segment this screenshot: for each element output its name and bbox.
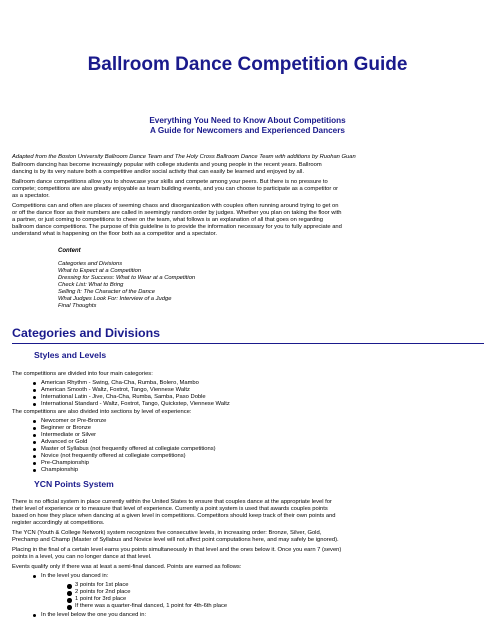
subtitle-line-2: A Guide for Newcomers and Experienced Dancers <box>150 126 345 135</box>
subheading-styles-levels: Styles and Levels <box>34 350 107 360</box>
intro-paragraph-2-line-1: Ballroom dance competitions allow you to showcase your skills and compete among your peers. But there is no pressure to <box>12 179 328 185</box>
category-item: American Smooth - Waltz, Foxtrot, Tango, Viennese Waltz <box>41 387 190 393</box>
level-item: Beginner or Bronze <box>41 425 91 431</box>
intro-paragraph-3-line-1: Competitions can and often are places of seeming chaos and disorganization with couples often running around trying to get on <box>12 203 339 209</box>
levels-intro: The competitions are also divided into sections by level of experience: <box>12 409 192 415</box>
ycn-paragraph-1-line-3: based on how they place when dancing at a given level in competitions. Competitors should keep track of their own points and <box>12 513 336 519</box>
points-subitem: 1 point for 3rd place <box>75 596 127 602</box>
ycn-paragraph-1-line-2: their level of experience or to measure that level of experience. Currently a point system is used that awards couples points <box>12 506 328 512</box>
subtitle-line-1: Everything You Need to Know About Competitions <box>149 116 346 125</box>
section-divider <box>12 343 484 344</box>
level-item: Master of Syllabus (not frequently offered at collegiate competitions) <box>41 446 216 452</box>
points-subitem: 2 points for 2nd place <box>75 589 131 595</box>
categories-intro: The competitions are divided into four main categories: <box>12 371 153 377</box>
credit-line: Adapted from the Boston University Ballroom Dance Team and The Holy Cross Ballroom Dance Team with additions by Ruohan Guan <box>12 154 356 160</box>
points-rule-item: In the level below the one you danced in: <box>41 612 147 618</box>
points-subitem: If there was a quarter-final danced, 1 point for 4th-6th place <box>75 603 228 609</box>
level-item: Intermediate or Silver <box>41 432 97 438</box>
page-title: Ballroom Dance Competition Guide <box>87 54 408 75</box>
intro-paragraph-2-line-3: as a spectator. <box>12 193 50 199</box>
subheading-ycn-points: YCN Points System <box>34 479 114 489</box>
ycn-paragraph-1-line-1: There is no official system in place currently within the United States to ensure that couples dance at the appropriate level for <box>12 499 332 505</box>
level-item: Championship <box>41 467 79 473</box>
level-item: Newcomer or Pre-Bronze <box>41 418 107 424</box>
points-subitem: 3 points for 1st place <box>75 582 129 588</box>
category-item: International Latin - Jive, Cha-Cha, Rumba, Samba, Paso Doble <box>41 394 206 400</box>
ycn-paragraph-1-line-4: register accordingly at competitions. <box>12 520 105 526</box>
ycn-paragraph-2-line-2: Prechamp and Champ (Master of Syllabus and Novice level will not affect point computations here, and may safely be ignored). <box>12 537 339 543</box>
toc-link-final-thoughts[interactable]: Final Thoughts <box>58 303 97 309</box>
toc-link-categories[interactable]: Categories and Divisions <box>58 261 123 267</box>
category-item: American Rhythm - Swing, Cha-Cha, Rumba, Bolero, Mambo <box>41 380 199 386</box>
category-item: International Standard - Waltz, Foxtrot, Tango, Quickstep, Viennese Waltz <box>41 401 230 407</box>
ycn-paragraph-3-line-1: Placing in the final of a certain level earns you points simultaneously in that level and the ones below it. Once you earn 7 (seven) <box>12 547 342 553</box>
toc-link-what-to-expect[interactable]: What to Expect at a Competition <box>58 268 142 274</box>
toc-link-judges[interactable]: What Judges Look For: Interview of a Judge <box>58 296 172 302</box>
ycn-paragraph-4: Events qualify only if there was at least a semi-final danced. Points are earned as follows: <box>12 564 242 570</box>
intro-paragraph-3-line-4: ballroom dance competitions. The purpose of this guideline is to provide the information necessary for you to fully appreciate and <box>12 224 342 230</box>
toc-heading: Content <box>58 248 81 254</box>
points-rule-item: In the level you danced in: <box>41 573 109 579</box>
intro-paragraph-1-line-2: dancing is by its very nature both a competitive and/or social activity that can easily be learned and enjoyed by all. <box>12 169 304 175</box>
level-item: Advanced or Gold <box>41 439 88 445</box>
intro-paragraph-3-line-2: or off the dance floor as their numbers are called in seemingly random order by judges. Whether you plan on taking the floor with <box>12 210 342 216</box>
intro-paragraph-3-line-3: a partner, or just coming to competitions to cheer on the team, what follows is an explanation of all that goes on regarding <box>12 217 323 223</box>
intro-paragraph-1-line-1: Ballroom dancing has become increasingly popular with college students and young people in the recent years. Ballroom <box>12 162 322 168</box>
toc-link-check-list[interactable]: Check List: What to Bring <box>58 282 124 288</box>
ycn-paragraph-2-line-1: The YCN (Youth & College Network) system recognizes five consecutive levels, in increasing order: Bronze, Silver, Gold, <box>12 530 322 536</box>
intro-paragraph-2-line-2: compete; competitions are also greatly enjoyable as team building events, and you can choose to participate as a competitor or <box>12 186 339 192</box>
toc-link-selling-it[interactable]: Selling It: The Character of the Dance <box>58 289 155 295</box>
section-heading-categories: Categories and Divisions <box>12 326 161 340</box>
level-item: Novice (not frequently offered at collegiate competitions) <box>41 453 186 459</box>
toc-link-dressing[interactable]: Dressing for Success: What to Wear at a Competition <box>58 275 196 281</box>
ycn-paragraph-3-line-2: points in a level, you can no longer dance at that level. <box>12 554 152 560</box>
intro-paragraph-3-line-5: understand what is happening on the floor both as a competitor and a spectator. <box>12 231 217 237</box>
level-item: Pre-Championship <box>41 460 90 466</box>
